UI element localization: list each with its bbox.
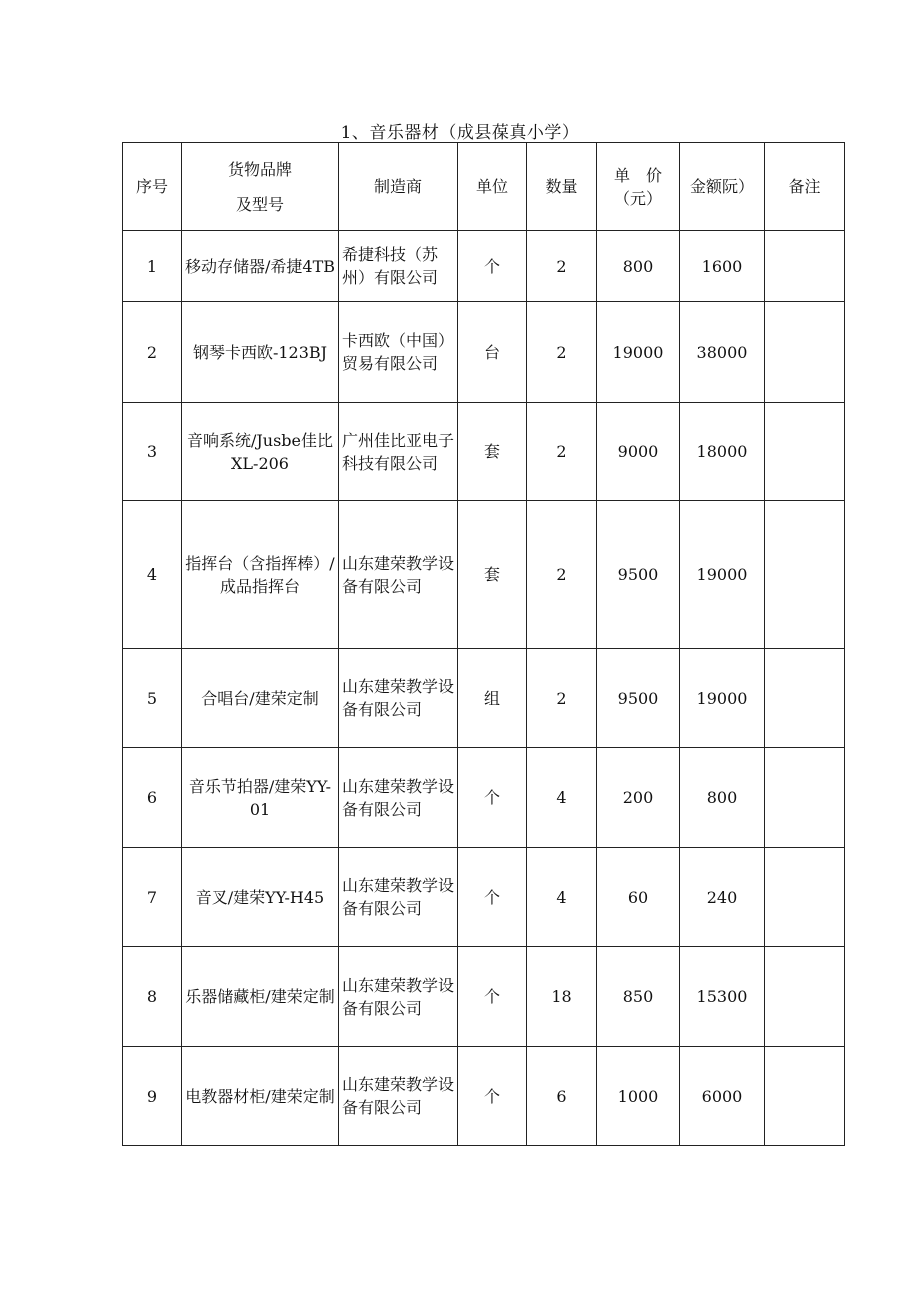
cell-amount: 800 — [680, 748, 765, 848]
cell-amount: 6000 — [680, 1047, 765, 1146]
cell-remark — [765, 302, 845, 403]
header-price — [597, 143, 680, 231]
table-row — [123, 1047, 845, 1146]
cell-amount: 240 — [680, 848, 765, 947]
cell-remark — [765, 649, 845, 748]
cell-seq: 9 — [123, 1047, 182, 1146]
cell-seq: 5 — [123, 649, 182, 748]
cell-brand: 音叉/建荣YY-H45 — [182, 848, 339, 947]
header-maker: 制造商 — [339, 143, 458, 231]
cell-brand: 指挥台（含指挥棒）/成品指挥台 — [182, 501, 339, 649]
cell-maker: 山东建荣教学设备有限公司 — [339, 501, 458, 649]
cell-maker: 山东建荣教学设备有限公司 — [339, 1047, 458, 1146]
cell-unit: 个 — [458, 848, 527, 947]
cell-amount: 18000 — [680, 403, 765, 501]
cell-seq: 6 — [123, 748, 182, 848]
cell-qty: 6 — [527, 1047, 597, 1146]
cell-unit: 个 — [458, 231, 527, 302]
cell-price: 850 — [597, 947, 680, 1047]
table-row — [123, 501, 845, 649]
cell-qty: 2 — [527, 302, 597, 403]
cell-price: 19000 — [597, 302, 680, 403]
cell-unit: 个 — [458, 748, 527, 848]
table-row — [123, 649, 845, 748]
cell-remark — [765, 748, 845, 848]
cell-price: 800 — [597, 231, 680, 302]
table-row — [123, 947, 845, 1047]
cell-maker: 广州佳比亚电子科技有限公司 — [339, 403, 458, 501]
cell-maker: 山东建荣教学设备有限公司 — [339, 947, 458, 1047]
cell-seq: 4 — [123, 501, 182, 649]
table-row — [123, 403, 845, 501]
cell-brand: 移动存储器/希捷4TB — [182, 231, 339, 302]
cell-brand: 乐器储藏柜/建荣定制 — [182, 947, 339, 1047]
cell-amount: 19000 — [680, 649, 765, 748]
equipment-table — [122, 142, 845, 1146]
cell-remark — [765, 848, 845, 947]
table-row — [123, 748, 845, 848]
cell-unit: 台 — [458, 302, 527, 403]
cell-seq: 8 — [123, 947, 182, 1047]
table-row — [123, 231, 845, 302]
table-row — [123, 302, 845, 403]
cell-amount: 19000 — [680, 501, 765, 649]
cell-price: 9500 — [597, 501, 680, 649]
cell-qty: 2 — [527, 403, 597, 501]
header-brand — [182, 143, 339, 231]
cell-qty: 4 — [527, 848, 597, 947]
cell-brand: 钢琴卡西欧-123BJ — [182, 302, 339, 403]
header-price-line1: 单 价 — [613, 165, 662, 185]
cell-price: 9000 — [597, 403, 680, 501]
header-seq: 序号 — [123, 143, 182, 231]
cell-maker: 山东建荣教学设备有限公司 — [339, 649, 458, 748]
header-unit: 单位 — [458, 143, 527, 231]
cell-brand: 音响系统/Jusbe佳比XL-206 — [182, 403, 339, 501]
cell-seq: 2 — [123, 302, 182, 403]
table-row — [123, 848, 845, 947]
cell-qty: 2 — [527, 501, 597, 649]
cell-remark — [765, 501, 845, 649]
cell-maker: 山东建荣教学设备有限公司 — [339, 748, 458, 848]
cell-qty: 4 — [527, 748, 597, 848]
cell-remark — [765, 1047, 845, 1146]
cell-seq: 3 — [123, 403, 182, 501]
cell-brand: 电教器材柜/建荣定制 — [182, 1047, 339, 1146]
cell-maker: 卡西欧（中国）贸易有限公司 — [339, 302, 458, 403]
cell-unit: 套 — [458, 501, 527, 649]
cell-seq: 1 — [123, 231, 182, 302]
cell-unit: 套 — [458, 403, 527, 501]
cell-remark — [765, 947, 845, 1047]
cell-remark — [765, 403, 845, 501]
cell-amount: 38000 — [680, 302, 765, 403]
header-amount: 金额阮） — [680, 143, 765, 231]
cell-seq: 7 — [123, 848, 182, 947]
cell-amount: 15300 — [680, 947, 765, 1047]
cell-remark — [765, 231, 845, 302]
header-row — [123, 143, 845, 231]
header-remark: 备注 — [765, 143, 845, 231]
cell-price: 200 — [597, 748, 680, 848]
cell-maker: 希捷科技（苏州）有限公司 — [339, 231, 458, 302]
cell-price: 1000 — [597, 1047, 680, 1146]
cell-qty: 2 — [527, 649, 597, 748]
header-brand-line2: 及型号 — [235, 194, 284, 214]
cell-price: 60 — [597, 848, 680, 947]
cell-price: 9500 — [597, 649, 680, 748]
cell-unit: 组 — [458, 649, 527, 748]
page-title: 1、音乐器材（成县葆真小学） — [340, 123, 580, 143]
cell-qty: 2 — [527, 231, 597, 302]
cell-brand: 合唱台/建荣定制 — [182, 649, 339, 748]
header-brand-line1: 货物品牌 — [227, 159, 292, 179]
cell-qty: 18 — [527, 947, 597, 1047]
cell-amount: 1600 — [680, 231, 765, 302]
cell-unit: 个 — [458, 947, 527, 1047]
cell-brand: 音乐节拍器/建荣YY-01 — [182, 748, 339, 848]
header-price-line2: （元） — [613, 188, 662, 208]
header-qty: 数量 — [527, 143, 597, 231]
cell-maker: 山东建荣教学设备有限公司 — [339, 848, 458, 947]
cell-unit: 个 — [458, 1047, 527, 1146]
